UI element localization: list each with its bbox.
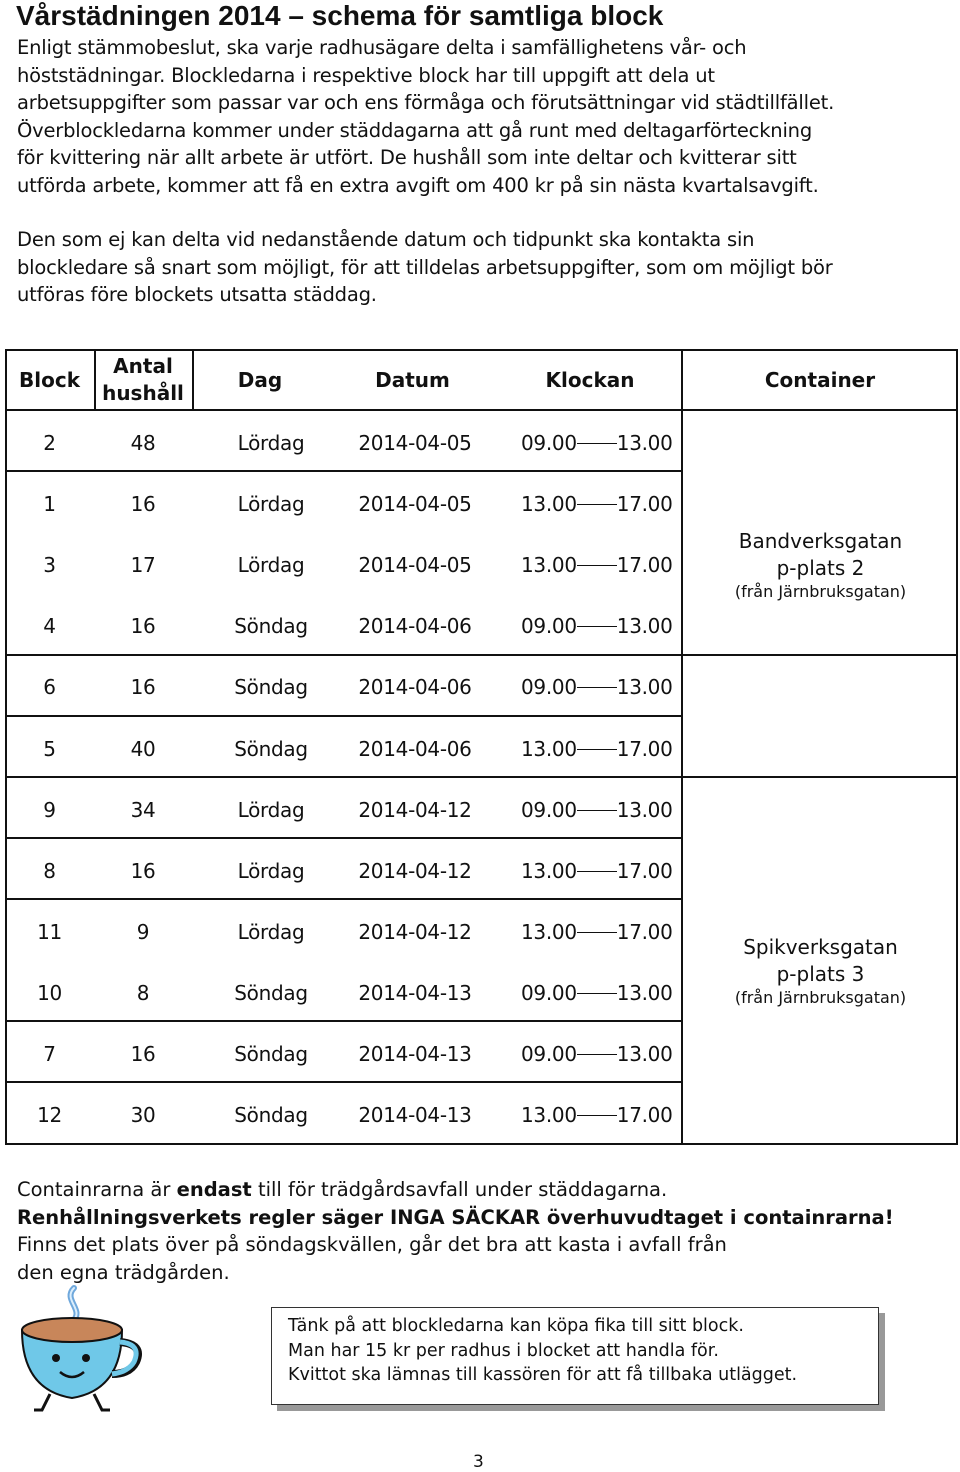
note-line: Containrarna är endast till för trädgårdsavfall under städdagarna. — [17, 1178, 668, 1201]
container-street: Bandverksgatan — [738, 529, 903, 553]
time-dash — [577, 810, 617, 812]
time-start: 09.00 — [521, 798, 577, 822]
cell-block: 5 — [43, 737, 56, 761]
cell-block: 2 — [43, 431, 56, 455]
time-start: 13.00 — [521, 1103, 577, 1127]
time-end: 17.00 — [616, 737, 673, 761]
header-antal-line2: hushåll — [102, 381, 184, 405]
time-end: 13.00 — [616, 614, 673, 638]
time-end: 17.00 — [616, 1103, 673, 1127]
time-dash — [577, 626, 617, 628]
note-line: Finns det plats över på söndagskvällen, går det bra att kasta i avfall från — [17, 1233, 727, 1256]
row-divider — [5, 654, 958, 656]
cell-antal: 16 — [130, 1042, 156, 1066]
time-end: 17.00 — [616, 553, 673, 577]
cell-datum: 2014-04-05 — [358, 431, 472, 455]
cell-datum: 2014-04-06 — [358, 614, 472, 638]
contact-line: utföras före blockets utsatta städdag. — [17, 283, 377, 306]
cell-dag: Söndag — [234, 737, 308, 761]
cell-antal: 9 — [136, 920, 150, 944]
time-start: 13.00 — [521, 492, 577, 516]
fika-line: Man har 15 kr per radhus i blocket att handla för. — [288, 1340, 719, 1361]
row-divider — [5, 715, 683, 717]
cell-klockan — [521, 981, 673, 1005]
cell-antal: 17 — [130, 553, 156, 577]
cell-klockan — [521, 920, 673, 944]
container-from: (från Järnbruksgatan) — [734, 582, 907, 601]
cell-dag: Söndag — [234, 981, 308, 1005]
cell-antal: 16 — [130, 492, 156, 516]
row-divider — [5, 1020, 683, 1022]
time-end: 13.00 — [616, 675, 673, 699]
cell-datum: 2014-04-05 — [358, 492, 472, 516]
time-start: 09.00 — [521, 675, 577, 699]
cell-block: 3 — [43, 553, 56, 577]
cell-datum: 2014-04-12 — [358, 859, 472, 883]
fika-line: Tänk på att blockledarna kan köpa fika till sitt block. — [288, 1316, 744, 1336]
time-dash — [577, 504, 617, 506]
cell-dag: Söndag — [234, 614, 308, 638]
cell-dag: Söndag — [234, 675, 308, 699]
cell-antal: 40 — [130, 737, 156, 761]
cell-datum: 2014-04-12 — [358, 798, 472, 822]
intro-line: höststädningar. Blockledarna i respektive block har till uppgift att dela ut — [17, 63, 715, 87]
cell-dag: Lördag — [237, 920, 305, 944]
note-warning: Renhållningsverkets regler säger INGA SÄCKAR överhuvudtaget i containrarna! — [17, 1205, 894, 1229]
time-dash — [577, 443, 617, 445]
page-title: Vårstädningen 2014 – schema för samtliga block — [16, 0, 664, 31]
fika-line: Kvittot ska lämnas till kassören för att få tillbaka utlägget. — [288, 1365, 798, 1385]
time-end: 13.00 — [616, 981, 673, 1005]
cell-datum: 2014-04-12 — [358, 920, 472, 944]
cell-dag: Lördag — [237, 492, 305, 516]
cell-datum: 2014-04-06 — [358, 737, 472, 761]
cell-antal: 30 — [130, 1103, 156, 1127]
time-start: 09.00 — [521, 431, 577, 455]
time-start: 09.00 — [521, 614, 577, 638]
intro-line: arbetsuppgifter som passar var och ens förmåga och förutsättningar vid städtillfället. — [17, 91, 835, 114]
cell-antal: 8 — [136, 981, 150, 1005]
cell-klockan — [521, 1042, 673, 1066]
emphasis-endast: endast — [176, 1178, 252, 1201]
cell-klockan — [521, 859, 673, 883]
intro-line: Överblockledarna kommer under städdagarna att gå runt med deltagarförteckning — [17, 118, 813, 142]
time-dash — [577, 565, 617, 567]
cell-block: 7 — [43, 1042, 56, 1066]
row-divider — [5, 776, 958, 778]
time-end: 17.00 — [616, 859, 673, 883]
intro-line: utförda arbete, kommer att få en extra avgift om 400 kr på sin nästa kvartalsavgift. — [17, 173, 819, 197]
cell-klockan — [521, 492, 673, 516]
time-start: 13.00 — [521, 737, 577, 761]
cell-dag: Lördag — [237, 798, 305, 822]
container-from: (från Järnbruksgatan) — [734, 988, 907, 1007]
cell-datum: 2014-04-13 — [358, 1103, 472, 1127]
time-dash — [577, 687, 617, 689]
cell-dag: Lördag — [237, 553, 305, 577]
container-street: Spikverksgatan — [743, 935, 898, 959]
cell-antal: 16 — [130, 859, 156, 883]
cell-block: 8 — [43, 859, 56, 883]
time-end: 17.00 — [616, 492, 673, 516]
time-dash — [577, 993, 617, 995]
time-end: 13.00 — [616, 1042, 673, 1066]
contact-line: Den som ej kan delta vid nedanstående datum och tidpunkt ska kontakta sin — [17, 228, 755, 251]
schedule-table — [5, 349, 958, 1145]
cell-datum: 2014-04-06 — [358, 675, 472, 699]
cell-klockan — [521, 431, 673, 455]
row-divider — [5, 898, 683, 900]
header-antal — [94, 353, 192, 407]
cell-block: 12 — [37, 1103, 62, 1127]
cell-block: 1 — [43, 492, 56, 516]
contact-paragraph — [17, 226, 947, 309]
time-start: 09.00 — [521, 981, 577, 1005]
time-dash — [577, 749, 617, 751]
intro-line: Enligt stämmobeslut, ska varje radhusägare delta i samfällighetens vår- och — [17, 36, 747, 59]
cell-datum: 2014-04-13 — [358, 981, 472, 1005]
contact-line: blockledare så snart som möjligt, för att tilldelas arbetsuppgifter, som om möjligt bör — [17, 255, 833, 279]
time-start: 13.00 — [521, 859, 577, 883]
row-divider — [5, 837, 683, 839]
container-column-divider — [681, 349, 683, 1145]
time-dash — [577, 871, 617, 873]
header-antal-line1: Antal — [113, 354, 173, 378]
cell-block: 11 — [37, 920, 62, 944]
cell-antal: 34 — [130, 798, 156, 822]
container-plats: p-plats 2 — [776, 556, 865, 580]
cell-block: 9 — [43, 798, 56, 822]
intro-line: för kvittering när allt arbete är utfört. De hushåll som inte deltar och kvitterar sitt — [17, 146, 797, 169]
container-plats: p-plats 3 — [776, 962, 865, 986]
cell-dag: Söndag — [234, 1042, 308, 1066]
header-container: Container — [764, 368, 876, 392]
row-divider — [5, 470, 683, 472]
cell-antal: 16 — [130, 675, 156, 699]
cell-klockan — [521, 1103, 673, 1127]
header-divider — [5, 409, 958, 411]
time-dash — [577, 932, 617, 934]
cell-datum: 2014-04-13 — [358, 1042, 472, 1066]
cell-block: 4 — [43, 614, 56, 638]
cell-klockan — [521, 737, 673, 761]
cell-dag: Lördag — [237, 859, 305, 883]
header-dag: Dag — [237, 368, 283, 392]
note-line: den egna trädgården. — [17, 1260, 230, 1284]
time-end: 13.00 — [616, 798, 673, 822]
time-dash — [577, 1115, 617, 1117]
container-spikverksgatan — [683, 933, 958, 1009]
cell-antal: 16 — [130, 614, 156, 638]
header-block: Block — [19, 368, 80, 392]
header-klockan: Klockan — [545, 368, 635, 392]
container-bandverksgatan — [683, 527, 958, 603]
cell-klockan — [521, 614, 673, 638]
cell-klockan — [521, 798, 673, 822]
row-divider — [5, 1081, 683, 1083]
cell-dag: Lördag — [237, 431, 305, 455]
column-divider — [192, 349, 194, 411]
time-end: 13.00 — [616, 431, 673, 455]
time-start: 09.00 — [521, 1042, 577, 1066]
header-datum: Datum — [375, 368, 450, 392]
fika-notice-box — [271, 1307, 879, 1405]
coffee-cup-icon — [12, 1270, 152, 1420]
time-end: 17.00 — [616, 920, 673, 944]
cell-klockan — [521, 553, 673, 577]
time-start: 13.00 — [521, 920, 577, 944]
intro-paragraph — [17, 34, 947, 199]
cell-block: 6 — [43, 675, 56, 699]
page-number: 3 — [473, 1452, 484, 1472]
cell-dag: Söndag — [234, 1103, 308, 1127]
cell-antal: 48 — [130, 431, 156, 455]
time-start: 13.00 — [521, 553, 577, 577]
cell-klockan — [521, 675, 673, 699]
time-dash — [577, 1054, 617, 1056]
cell-datum: 2014-04-05 — [358, 553, 472, 577]
cell-block: 10 — [37, 981, 62, 1005]
